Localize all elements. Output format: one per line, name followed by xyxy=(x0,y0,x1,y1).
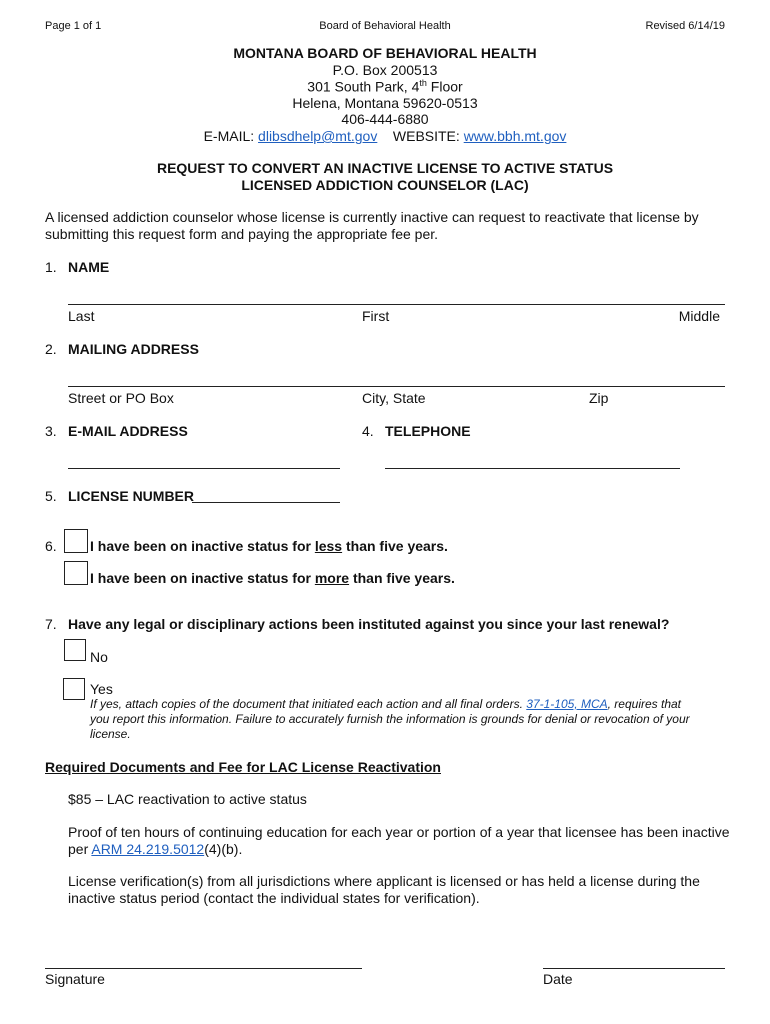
name-last-label: Last xyxy=(68,308,95,324)
mca-link[interactable]: 37-1-105, MCA xyxy=(526,697,608,711)
yes-note-line3: license. xyxy=(90,727,131,741)
page-number: Page 1 of 1 xyxy=(45,20,102,32)
street-pre: 301 South Park, 4 xyxy=(307,78,420,95)
yes-note-post: , requires that xyxy=(607,697,682,711)
address-street-label: Street or PO Box xyxy=(68,390,174,406)
yes-note-pre: If yes, attach copies of the document that initiated each action and all final orders. xyxy=(90,697,527,711)
q4-number: 4. xyxy=(362,423,374,439)
q7-number: 7. xyxy=(45,616,57,632)
email-label: E-MAIL: xyxy=(203,128,259,144)
q2-number: 2. xyxy=(45,341,57,357)
intro-line1: A licensed addiction counselor whose license is currently inactive can request to reactivate that license by xyxy=(45,209,699,225)
fee-line: $85 – LAC reactivation to active status xyxy=(68,791,307,807)
q1-number: 1. xyxy=(45,259,57,275)
date-label: Date xyxy=(543,971,573,987)
address-city-label: City, State xyxy=(362,390,426,406)
license-number-field[interactable] xyxy=(192,502,340,503)
yes-note-line1 xyxy=(90,697,681,712)
website-link[interactable]: www.bbh.mt.gov xyxy=(463,128,567,144)
date-field[interactable] xyxy=(543,968,725,969)
q5-label: LICENSE NUMBER xyxy=(68,488,195,504)
legal-actions-no-label: No xyxy=(90,649,108,665)
q2-label: MAILING ADDRESS xyxy=(68,341,199,357)
inactive-more-label xyxy=(90,570,455,586)
inactive-less-checkbox[interactable] xyxy=(64,529,88,553)
city-line: Helena, Montana 59620-0513 xyxy=(292,95,478,111)
legal-actions-no-checkbox[interactable] xyxy=(64,639,86,661)
signature-label: Signature xyxy=(45,971,105,987)
email-field[interactable] xyxy=(68,468,340,469)
website-label: WEBSITE: xyxy=(392,128,464,144)
org-name: MONTANA BOARD OF BEHAVIORAL HEALTH xyxy=(233,45,537,61)
form-title-line1: REQUEST TO CONVERT AN INACTIVE LICENSE TO ACTIVE STATUS xyxy=(156,160,614,176)
address-zip-label: Zip xyxy=(589,390,609,406)
inactive-more-post: than five years. xyxy=(349,570,455,586)
contact-line xyxy=(0,128,770,144)
yes-note-line2: you report this information. Failure to accurately furnish the information is grounds for denial or revocation of your xyxy=(90,712,690,726)
ce-pre: per xyxy=(68,841,92,857)
revised-date: Revised 6/14/19 xyxy=(645,20,725,32)
address-field[interactable] xyxy=(68,386,725,387)
street-post: Floor xyxy=(426,78,463,95)
name-field[interactable] xyxy=(68,304,725,305)
legal-actions-yes-label: Yes xyxy=(90,681,113,697)
ce-line1: Proof of ten hours of continuing education for each year or portion of a year that licensee has been inactive xyxy=(68,824,730,840)
q7-label: Have any legal or disciplinary actions been instituted against you since your last renewal? xyxy=(68,616,670,632)
q1-label: NAME xyxy=(68,259,110,275)
q5-number: 5. xyxy=(45,488,57,504)
inactive-more-emph: more xyxy=(314,570,350,586)
arm-link[interactable]: ARM 24.219.5012 xyxy=(91,841,205,857)
telephone-field[interactable] xyxy=(385,468,680,469)
header-board-name: Board of Behavioral Health xyxy=(319,20,451,32)
po-box: P.O. Box 200513 xyxy=(332,62,438,78)
inactive-less-emph: less xyxy=(314,538,343,554)
name-first-label: First xyxy=(362,308,390,324)
street-address xyxy=(0,78,770,95)
signature-field[interactable] xyxy=(45,968,362,969)
q6-number: 6. xyxy=(45,538,57,554)
verification-line2: inactive status period (contact the individual states for verification). xyxy=(68,890,480,906)
phone-line: 406-444-6880 xyxy=(341,111,429,127)
q3-label: E-MAIL ADDRESS xyxy=(68,423,188,439)
required-heading: Required Documents and Fee for LAC License Reactivation xyxy=(45,759,441,775)
email-link[interactable]: dlibsdhelp@mt.gov xyxy=(258,128,378,144)
street-sup: th xyxy=(419,78,427,88)
legal-actions-yes-checkbox[interactable] xyxy=(63,678,85,700)
inactive-more-checkbox[interactable] xyxy=(64,561,88,585)
name-middle-label: Middle xyxy=(678,308,720,324)
inactive-more-pre: I have been on inactive status for xyxy=(90,570,315,586)
ce-line2 xyxy=(68,841,242,858)
ce-post: (4)(b). xyxy=(204,841,243,857)
form-title-line2: LICENSED ADDICTION COUNSELOR (LAC) xyxy=(241,177,529,193)
verification-line1: License verification(s) from all jurisdictions where applicant is licensed or has held a license during the xyxy=(68,873,700,889)
q4-label: TELEPHONE xyxy=(385,423,471,439)
inactive-less-label xyxy=(90,538,448,554)
inactive-less-post: than five years. xyxy=(342,538,448,554)
inactive-less-pre: I have been on inactive status for xyxy=(90,538,315,554)
q3-number: 3. xyxy=(45,423,57,439)
intro-line2: submitting this request form and paying the appropriate fee per. xyxy=(45,226,439,242)
